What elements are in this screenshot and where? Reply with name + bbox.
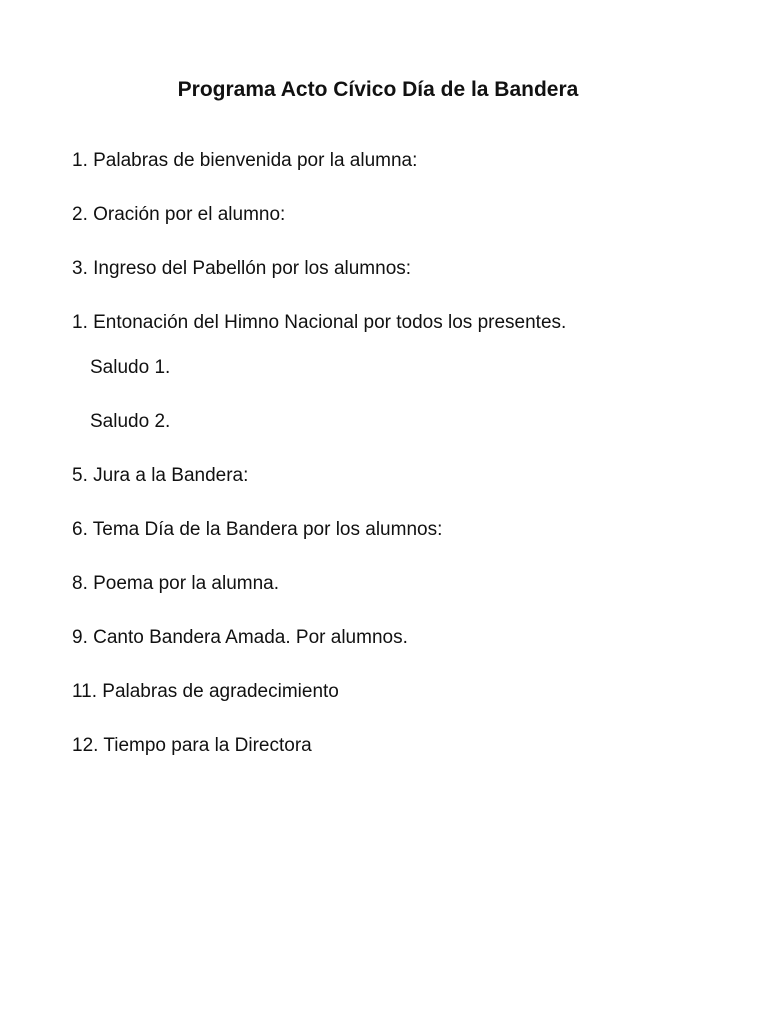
program-item-12: 12. Tiempo para la Directora [72,735,312,756]
program-item-11: 11. Palabras de agradecimiento [72,681,339,702]
program-subitem-saludo-1: Saludo 1. [90,357,171,378]
program-item-2: 2. Oración por el alumno: [72,204,286,225]
program-item-6: 6. Tema Día de la Bandera por los alumnos: [72,519,443,540]
program-item-9: 9. Canto Bandera Amada. Por alumnos. [72,627,408,648]
program-subitem-saludo-2: Saludo 2. [90,411,171,432]
program-item-1: 1. Palabras de bienvenida por la alumna: [72,150,418,171]
program-item-3: 3. Ingreso del Pabellón por los alumnos: [72,258,412,279]
program-item-5: 5. Jura a la Bandera: [72,465,249,486]
document-title: Programa Acto Cívico Día de la Bandera [177,78,579,101]
program-item-8: 8. Poema por la alumna. [72,573,280,594]
program-item-4: 1. Entonación del Himno Nacional por todos los presentes. [72,312,567,333]
